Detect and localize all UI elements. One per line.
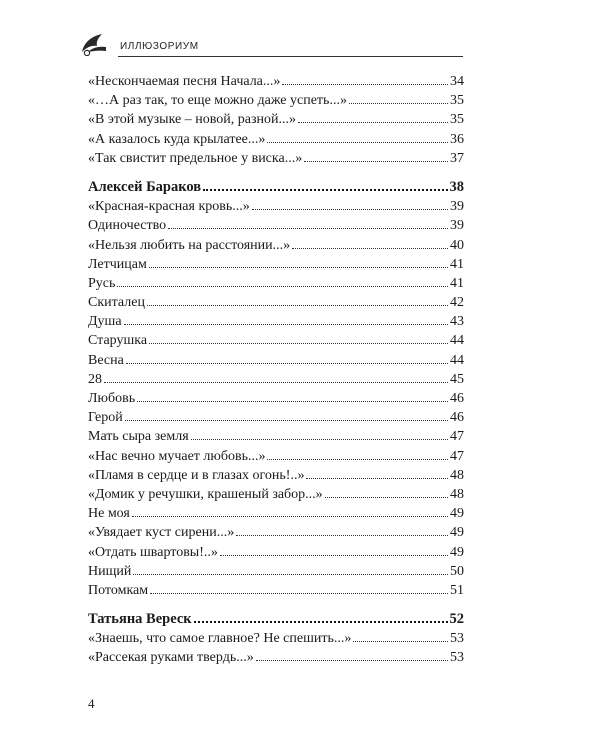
dot-leader xyxy=(267,142,448,143)
toc-entry-row xyxy=(88,629,464,648)
series-title: ИЛЛЮЗОРИУМ xyxy=(120,41,199,52)
dot-leader xyxy=(252,209,448,210)
dot-leader xyxy=(306,478,448,479)
page-ref: 50 xyxy=(450,563,464,579)
dot-leader xyxy=(125,420,448,421)
dot-leader xyxy=(304,161,448,162)
page-ref: 51 xyxy=(450,582,464,598)
toc-author-row xyxy=(88,178,464,197)
dot-leader xyxy=(149,267,448,268)
toc-entry-row xyxy=(88,130,464,149)
toc-entry-row xyxy=(88,562,464,581)
toc-entry-row xyxy=(88,72,464,91)
dot-leader xyxy=(147,305,448,306)
section-gap xyxy=(88,168,464,178)
entry-title: Русь xyxy=(88,275,116,291)
page-ref: 53 xyxy=(450,650,464,666)
toc-entry-row xyxy=(88,408,464,427)
dot-leader xyxy=(236,535,448,536)
toc-entry-row xyxy=(88,466,464,485)
book-emblem-icon xyxy=(78,30,112,56)
entry-title: «Увядает куст сирени...» xyxy=(88,525,235,541)
entry-title: Потомкам xyxy=(88,582,149,598)
dot-leader xyxy=(282,84,448,85)
toc-entry-row xyxy=(88,149,464,168)
entry-title: «Нескончаемая песня Начала...» xyxy=(88,74,281,89)
page-ref: 35 xyxy=(450,112,464,128)
toc-entry-row xyxy=(88,110,464,129)
toc-entry-row xyxy=(88,389,464,408)
page-ref: 47 xyxy=(450,448,464,464)
page-ref: 38 xyxy=(449,178,464,195)
page-ref: 39 xyxy=(450,218,464,234)
entry-title: Не моя xyxy=(88,506,130,522)
page-ref: 49 xyxy=(450,506,464,522)
dot-leader xyxy=(292,248,448,249)
entry-title: Весна xyxy=(88,352,124,368)
dot-leader xyxy=(298,122,448,123)
page-ref: 49 xyxy=(450,525,464,541)
page-ref: 36 xyxy=(450,131,464,147)
page-ref: 47 xyxy=(450,429,464,445)
dot-leader xyxy=(325,497,448,498)
entry-title: Нищий xyxy=(88,563,132,579)
dot-leader xyxy=(220,555,448,556)
dot-leader xyxy=(126,363,448,364)
toc-entry-row xyxy=(88,293,464,312)
entry-title: «А казалось куда крылатее...» xyxy=(88,131,266,147)
entry-title: Любовь xyxy=(88,391,136,406)
toc-entry-row xyxy=(88,427,464,446)
page-ref: 42 xyxy=(450,295,464,311)
dot-leader xyxy=(117,286,448,287)
toc-entry-row xyxy=(88,216,464,235)
page-ref: 49 xyxy=(450,544,464,560)
entry-title: «Нас вечно мучает любовь...» xyxy=(88,448,266,464)
toc-entry-row xyxy=(88,648,464,667)
dot-leader xyxy=(104,382,448,383)
table-of-contents xyxy=(88,72,464,668)
dot-leader xyxy=(256,660,448,661)
dot-leader xyxy=(267,459,448,460)
entry-title: «Так свистит предельное у виска...» xyxy=(88,150,303,166)
entry-title: «В этой музыке – новой, разной...» xyxy=(88,112,296,128)
entry-title: «…А раз так, то еще можно даже успеть...» xyxy=(88,93,347,109)
page-ref: 48 xyxy=(450,467,464,483)
dot-leader xyxy=(194,621,448,623)
page-ref: 45 xyxy=(450,371,464,387)
toc-entry-row xyxy=(88,504,464,523)
entry-title: Мать сыра земля xyxy=(88,429,189,445)
toc-entry-row xyxy=(88,236,464,255)
entry-title: 28 xyxy=(88,371,102,387)
toc-entry-row xyxy=(88,255,464,274)
entry-title: «Отдать швартовы!..» xyxy=(88,544,218,560)
section-gap xyxy=(88,600,464,610)
author-name: Алексей Бараков xyxy=(88,178,202,195)
entry-title: «Рассекая руками твердь...» xyxy=(88,650,254,666)
dot-leader xyxy=(349,103,448,104)
author-name: Татьяна Вереск xyxy=(88,611,192,628)
page-ref: 43 xyxy=(450,314,464,330)
page-ref: 46 xyxy=(450,410,464,426)
dot-leader xyxy=(137,401,448,402)
dot-leader xyxy=(149,343,448,344)
entry-title: «Домик у речушки, крашеный забор...» xyxy=(88,486,323,502)
toc-entry-row xyxy=(88,543,464,562)
page-ref: 46 xyxy=(450,391,464,406)
entry-title: «Пламя в сердце и в глазах огонь!..» xyxy=(88,467,305,483)
entry-title: «Знаешь, что самое главное? Не спешить...» xyxy=(88,631,352,647)
page-ref: 41 xyxy=(450,256,464,272)
page-ref: 39 xyxy=(450,199,464,215)
dot-leader xyxy=(191,439,448,440)
entry-title: Старушка xyxy=(88,333,148,349)
page-ref: 48 xyxy=(450,486,464,502)
toc-entry-row xyxy=(88,331,464,350)
dot-leader xyxy=(203,189,447,191)
toc-entry-row xyxy=(88,485,464,504)
page-ref: 44 xyxy=(450,352,464,368)
page-ref: 44 xyxy=(450,333,464,349)
entry-title: Летчицам xyxy=(88,256,147,272)
toc-entry-row xyxy=(88,523,464,542)
page-ref: 41 xyxy=(450,275,464,291)
dot-leader xyxy=(132,516,448,517)
toc-entry-row xyxy=(88,351,464,370)
page-ref: 53 xyxy=(450,631,464,647)
toc-entry-row xyxy=(88,197,464,216)
running-header xyxy=(78,30,463,60)
dot-leader xyxy=(168,228,448,229)
toc-entry-row xyxy=(88,312,464,331)
entry-title: «Нельзя любить на расстоянии...» xyxy=(88,237,291,253)
dot-leader xyxy=(353,641,448,642)
toc-author-row xyxy=(88,610,464,629)
page-ref: 34 xyxy=(450,74,464,89)
toc-entry-row xyxy=(88,581,464,600)
dot-leader xyxy=(124,324,448,325)
toc-entry-row xyxy=(88,447,464,466)
dot-leader xyxy=(133,574,448,575)
toc-entry-row xyxy=(88,91,464,110)
page-number: 4 xyxy=(88,696,95,711)
entry-title: Скиталец xyxy=(88,295,145,311)
entry-title: «Красная-красная кровь...» xyxy=(88,199,250,215)
page-ref: 35 xyxy=(450,93,464,109)
page-ref: 52 xyxy=(449,611,464,628)
toc-entry-row xyxy=(88,370,464,389)
page-ref: 40 xyxy=(450,237,464,253)
page-ref: 37 xyxy=(450,150,464,166)
toc-entry-row xyxy=(88,274,464,293)
entry-title: Душа xyxy=(88,314,122,330)
entry-title: Герой xyxy=(88,410,123,426)
entry-title: Одиночество xyxy=(88,218,167,234)
dot-leader xyxy=(150,593,448,594)
header-rule xyxy=(118,56,463,57)
